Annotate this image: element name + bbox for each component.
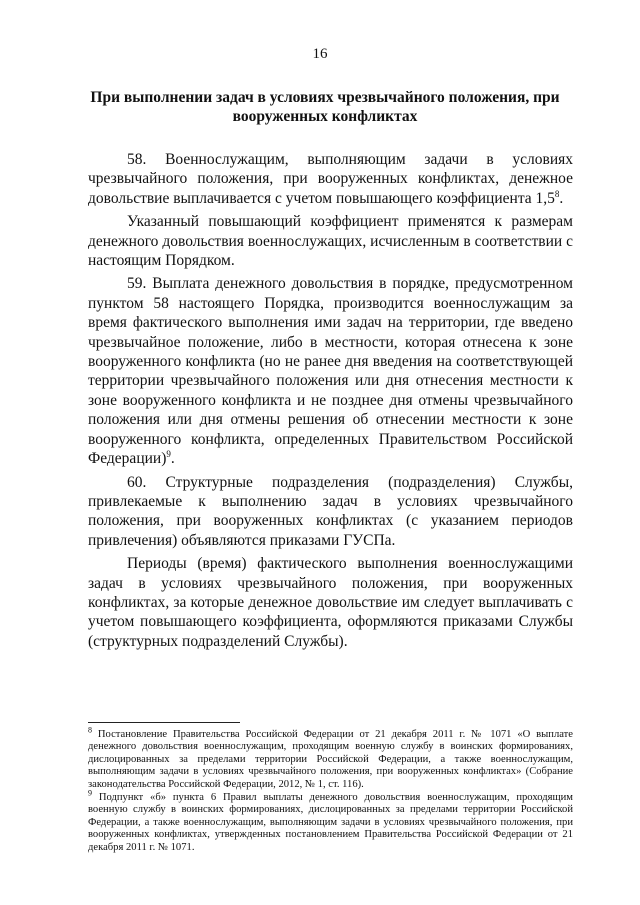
footnote-8 <box>88 725 573 791</box>
paragraph-60 <box>88 473 573 551</box>
paragraph-text: Периоды (время) фактического выполнения военнослужащими задач в условиях чрезвычайного положения, при вооруженных конфликтах, за которые денежное довольствие им следует выплачивать с учетом повышающего коэффициента, оформляются приказами Службы (структурных подразделений Службы). <box>88 555 573 650</box>
footnote-reference: 8 <box>554 188 560 199</box>
paragraph-59 <box>88 274 573 468</box>
paragraph-58 <box>88 150 573 208</box>
paragraph-tail: . <box>170 450 175 468</box>
paragraph-text: Указанный повышающий коэффициент применятся к размерам денежного довольствия военнослужащих, исчисленным в соответствии с настоящим Порядком. <box>88 213 573 270</box>
footnote-9 <box>88 788 573 854</box>
footnote-text: Подпункт «б» пункта 6 Правил выплаты денежного довольствия военнослужащим, проходящим военную службу в воинских формированиях, дислоцированных за пределами территории Российской Федерации, а также военнослужащим, выполняющим задачи в условиях чрезвычайного положения, при вооруженных конфликтах, утвержденных постановлением Правительства Российской Федерации от 21 декабря 2011 г. № 1071. <box>88 792 573 853</box>
paragraph-text: 58. Военнослужащим, выполняющим задачи в условиях чрезвычайного положения, при вооруженных конфликтах, денежное довольствие выплачивается с учетом повышающего коэффициента 1,5 <box>88 151 573 207</box>
paragraph-periods <box>88 554 573 651</box>
section-heading: При выполнении задач в условиях чрезвычайного положения, при вооруженных конфликтах <box>90 89 560 125</box>
footnote-number: 9 <box>88 788 92 798</box>
footnote-number: 8 <box>88 725 92 735</box>
paragraph-text: 60. Структурные подразделения (подразделения) Службы, привлекаемые к выполнению задач в условиях чрезвычайного положения, при вооруженных конфликтах (с указанием периодов привлечения) объявляются приказами ГУСПа. <box>88 473 573 549</box>
footnote-reference: 9 <box>166 448 171 459</box>
footnote-separator <box>88 722 240 723</box>
footnote-text: Постановление Правительства Российской Федерации от 21 декабря 2011 г. № 1071 «О выплате денежного довольствия военнослужащим, проходящим военную службу в воинских формированиях, дислоцированных за пределами территории Российской Федерации, а также военнослужащим, выполняющим задачи в условиях чрезвычайного положения, при вооруженных конфликтах» (Собрание законодательства Российской Федерации, 2012, № 1, ст. 116). <box>88 729 573 790</box>
footnotes <box>88 725 573 855</box>
paragraph-tail: . <box>559 189 564 207</box>
paragraph-text: 59. Выплата денежного довольствия в порядке, предусмотренном пунктом 58 настоящего Порядка, производится военнослужащим за время фактического выполнения ими задач на территории, где введено чрезвычайное положение, либо в местности, которая отнесена к зоне вооруженного конфликта (но не ранее дня введения на соответствующей территории чрезвычайного положения или дня отнесения местности к зоне вооруженного конфликта и не позднее дня отмены чрезвычайного положения или дня отмены решения об отнесении местности к зоне вооруженного конфликта, определенных Правительством Российской Федерации) <box>88 275 573 468</box>
page-number: 16 <box>312 46 328 62</box>
document-body <box>88 150 573 655</box>
paragraph-coefficient-note <box>88 212 573 270</box>
